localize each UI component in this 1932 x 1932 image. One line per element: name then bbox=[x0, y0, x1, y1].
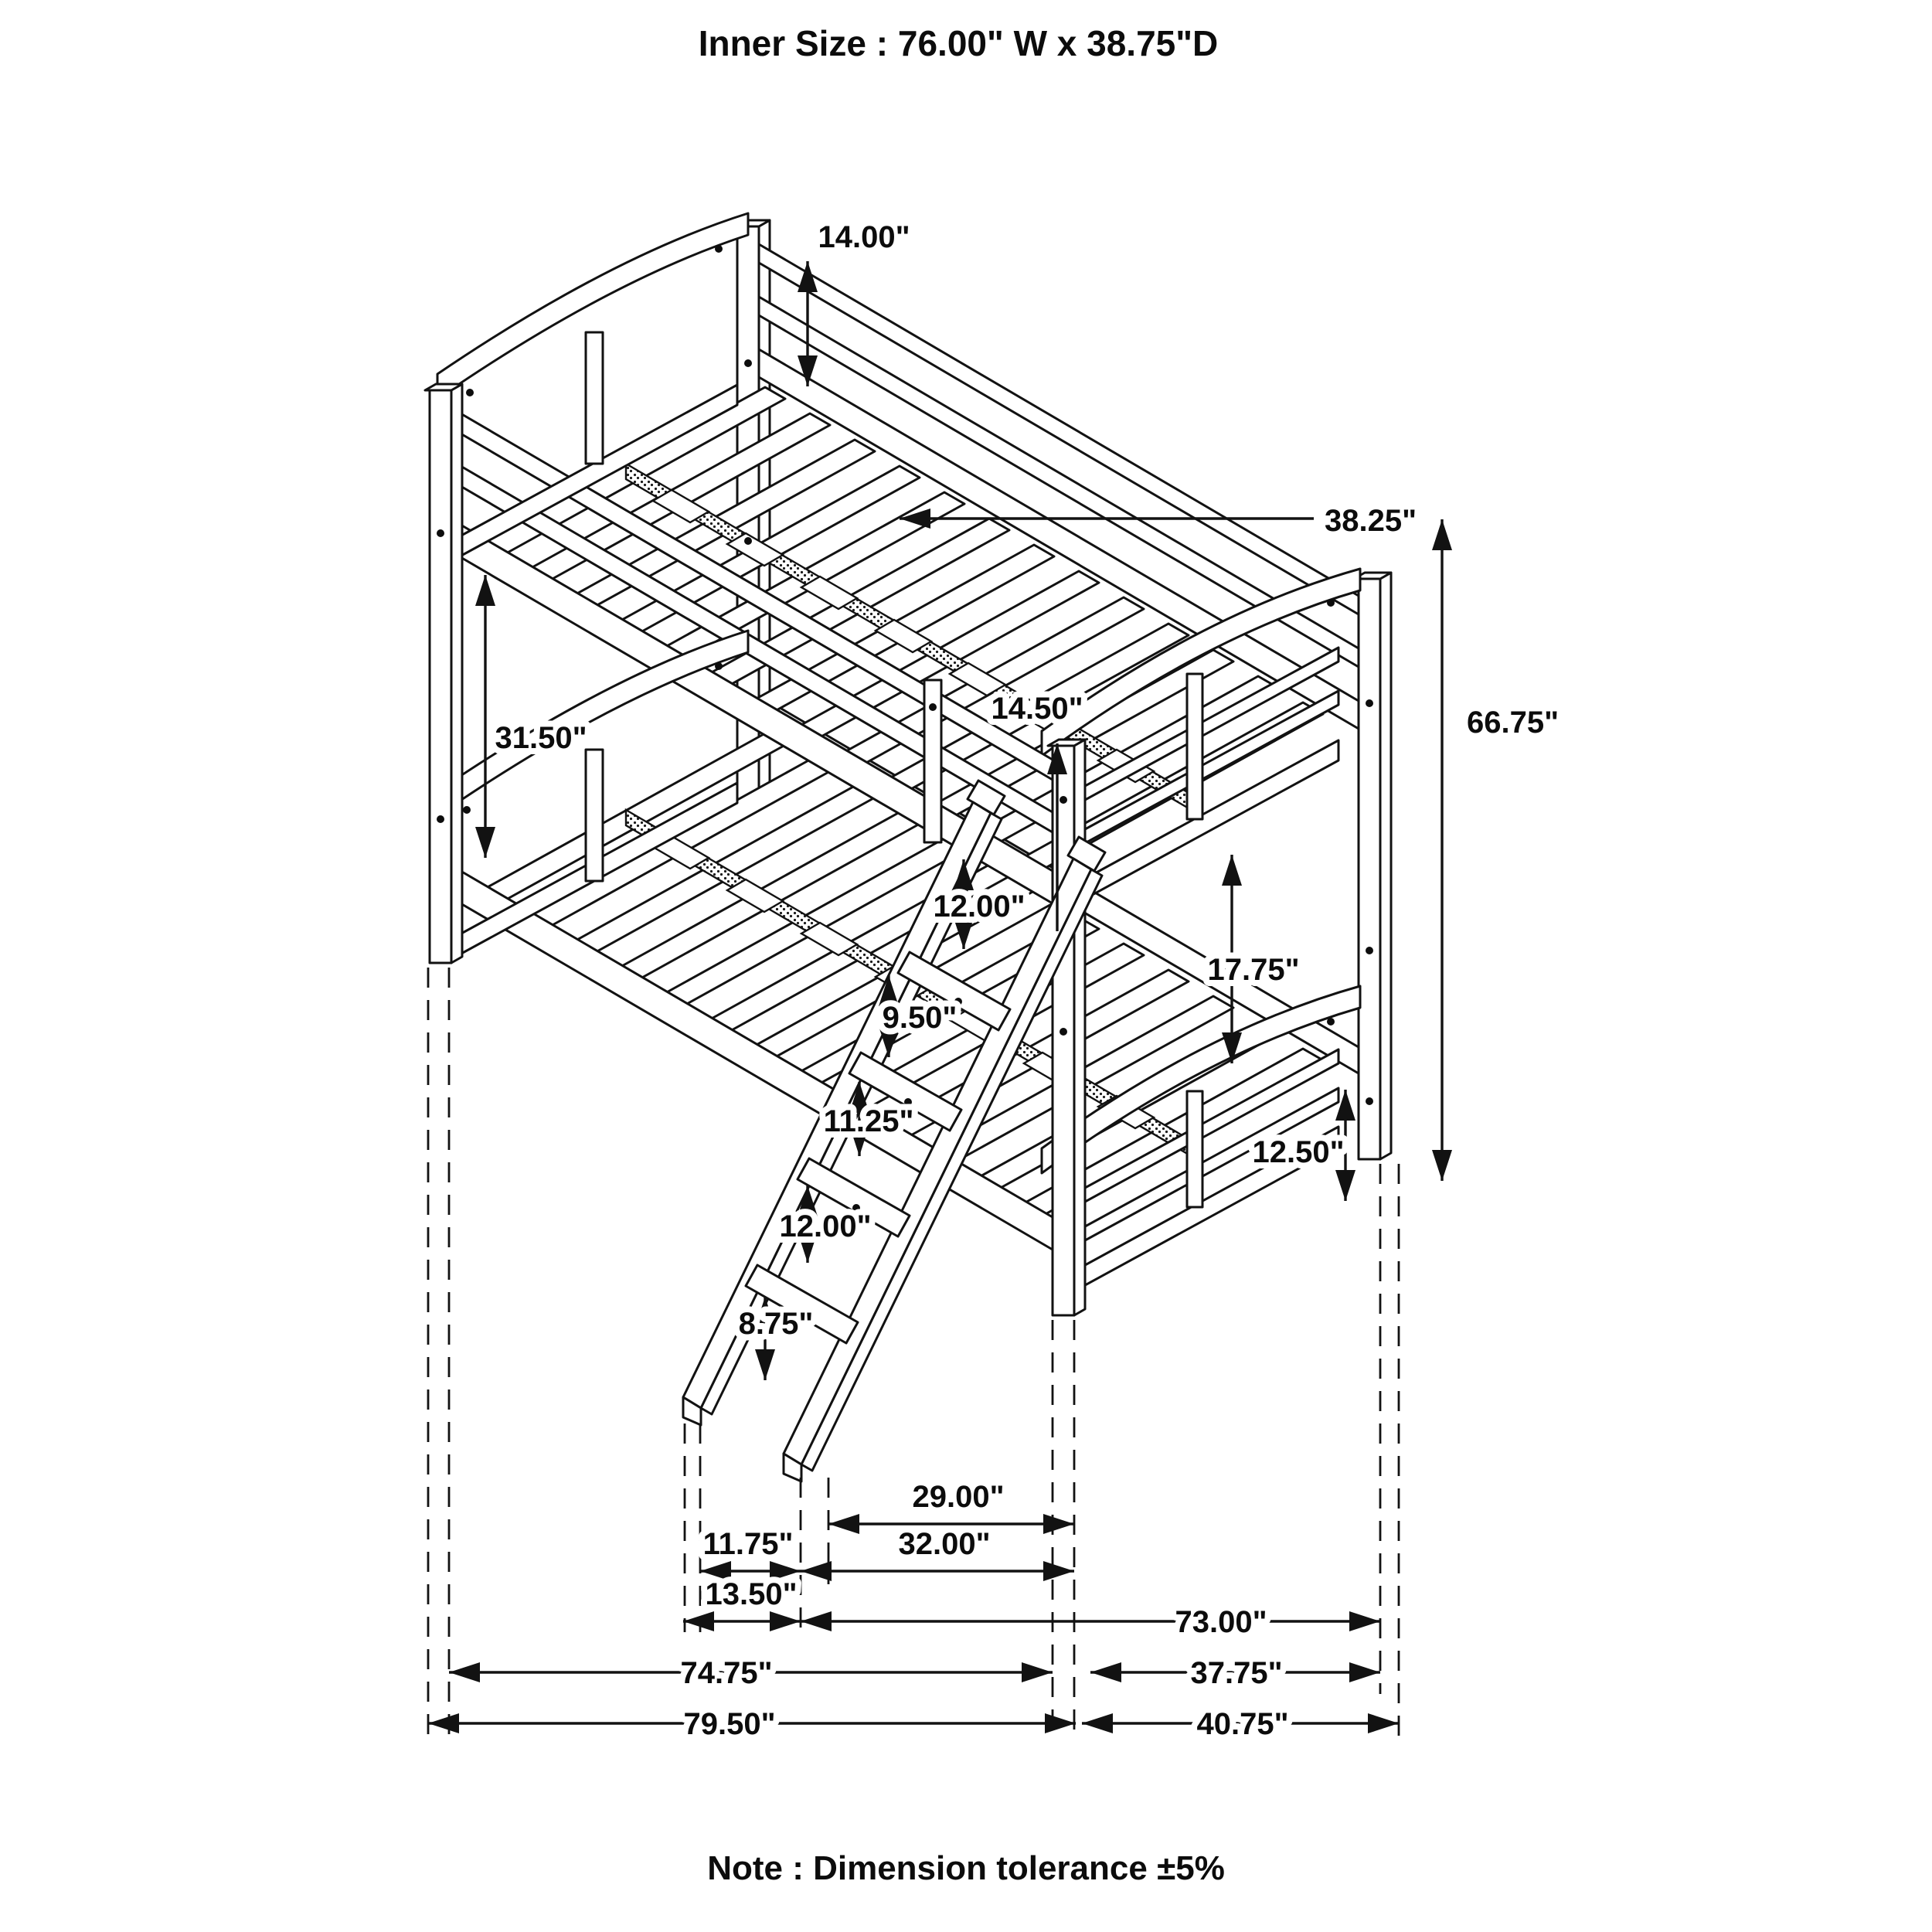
dim-label: 74.75" bbox=[680, 1656, 773, 1690]
dim-bed-length-inner bbox=[801, 1605, 1380, 1639]
bolt-hole-dot bbox=[1060, 1028, 1067, 1036]
post-front-face bbox=[430, 390, 451, 963]
bolt-hole-dot bbox=[1327, 1018, 1335, 1026]
post-front-left bbox=[425, 384, 462, 963]
bolt-hole-dot bbox=[744, 359, 752, 367]
center-stile bbox=[1187, 1091, 1202, 1207]
bolt-hole-dot bbox=[1366, 947, 1373, 954]
dim-label: 13.50" bbox=[705, 1577, 798, 1611]
dim-label: 12.00" bbox=[933, 889, 1026, 923]
tolerance-note: Note : Dimension tolerance ±5% bbox=[707, 1849, 1225, 1887]
dim-label: 37.75" bbox=[1190, 1656, 1283, 1690]
inner-size-title: Inner Size : 76.00" W x 38.75"D bbox=[698, 23, 1219, 63]
post-side-face bbox=[1380, 573, 1391, 1159]
dim-label: 17.75" bbox=[1207, 953, 1300, 987]
dim-label: 32.00" bbox=[898, 1527, 991, 1561]
bunk-bed-drawing bbox=[425, 213, 1391, 1481]
bolt-hole-dot bbox=[1060, 796, 1067, 804]
bolt-hole-dot bbox=[1366, 699, 1373, 707]
dim-label: 11.75" bbox=[702, 1527, 794, 1561]
dim-overall-length bbox=[428, 1707, 1076, 1741]
dim-label: 14.50" bbox=[991, 692, 1083, 726]
bolt-hole-dot bbox=[463, 806, 471, 814]
dim-ladder-reach-outer bbox=[801, 1527, 1074, 1571]
dim-label: 31.50" bbox=[495, 721, 587, 755]
center-stile bbox=[586, 332, 603, 464]
dim-ladder-reach bbox=[828, 1480, 1074, 1524]
post-side-face bbox=[1074, 740, 1085, 1315]
bolt-hole-dot bbox=[929, 703, 937, 711]
dim-label: 73.00" bbox=[1175, 1605, 1267, 1639]
center-stile bbox=[586, 750, 603, 881]
dim-label: 38.25" bbox=[1325, 504, 1417, 538]
dim-label: 14.00" bbox=[818, 220, 910, 254]
bed-side-rail bbox=[759, 349, 1359, 729]
dim-label: 29.00" bbox=[912, 1480, 1005, 1514]
dim-label: 9.50" bbox=[882, 1001, 957, 1035]
post-front-right bbox=[1048, 740, 1085, 1315]
bolt-hole-dot bbox=[715, 245, 723, 253]
bolt-hole-dot bbox=[744, 537, 752, 545]
bolt-hole-dot bbox=[1327, 599, 1335, 607]
dim-bed-length-mid bbox=[449, 1656, 1053, 1690]
dim-overall-height bbox=[1442, 519, 1559, 1181]
bolt-hole-dot bbox=[466, 389, 474, 396]
dim-label: 79.50" bbox=[683, 1707, 776, 1741]
dim-label: 66.75" bbox=[1467, 706, 1560, 740]
dim-label: 12.50" bbox=[1252, 1135, 1345, 1169]
dim-overall-depth bbox=[1082, 1707, 1399, 1741]
dim-bed-depth-inner bbox=[1090, 1656, 1380, 1690]
center-stile bbox=[1187, 674, 1202, 819]
dim-ladder-width bbox=[700, 1527, 801, 1571]
post-side-face bbox=[451, 384, 462, 963]
dim-label: 40.75" bbox=[1196, 1707, 1289, 1741]
bolt-hole-dot bbox=[715, 662, 723, 670]
bolt-hole-dot bbox=[437, 815, 444, 823]
post-front-face bbox=[1359, 579, 1380, 1159]
dim-label: 8.75" bbox=[738, 1307, 814, 1341]
dim-label: 11.25" bbox=[823, 1104, 914, 1138]
bolt-hole-dot bbox=[1366, 1097, 1373, 1105]
bolt-hole-dot bbox=[437, 529, 444, 537]
dim-tread-to-floor bbox=[739, 1297, 814, 1380]
dim-label: 12.00" bbox=[779, 1209, 872, 1243]
